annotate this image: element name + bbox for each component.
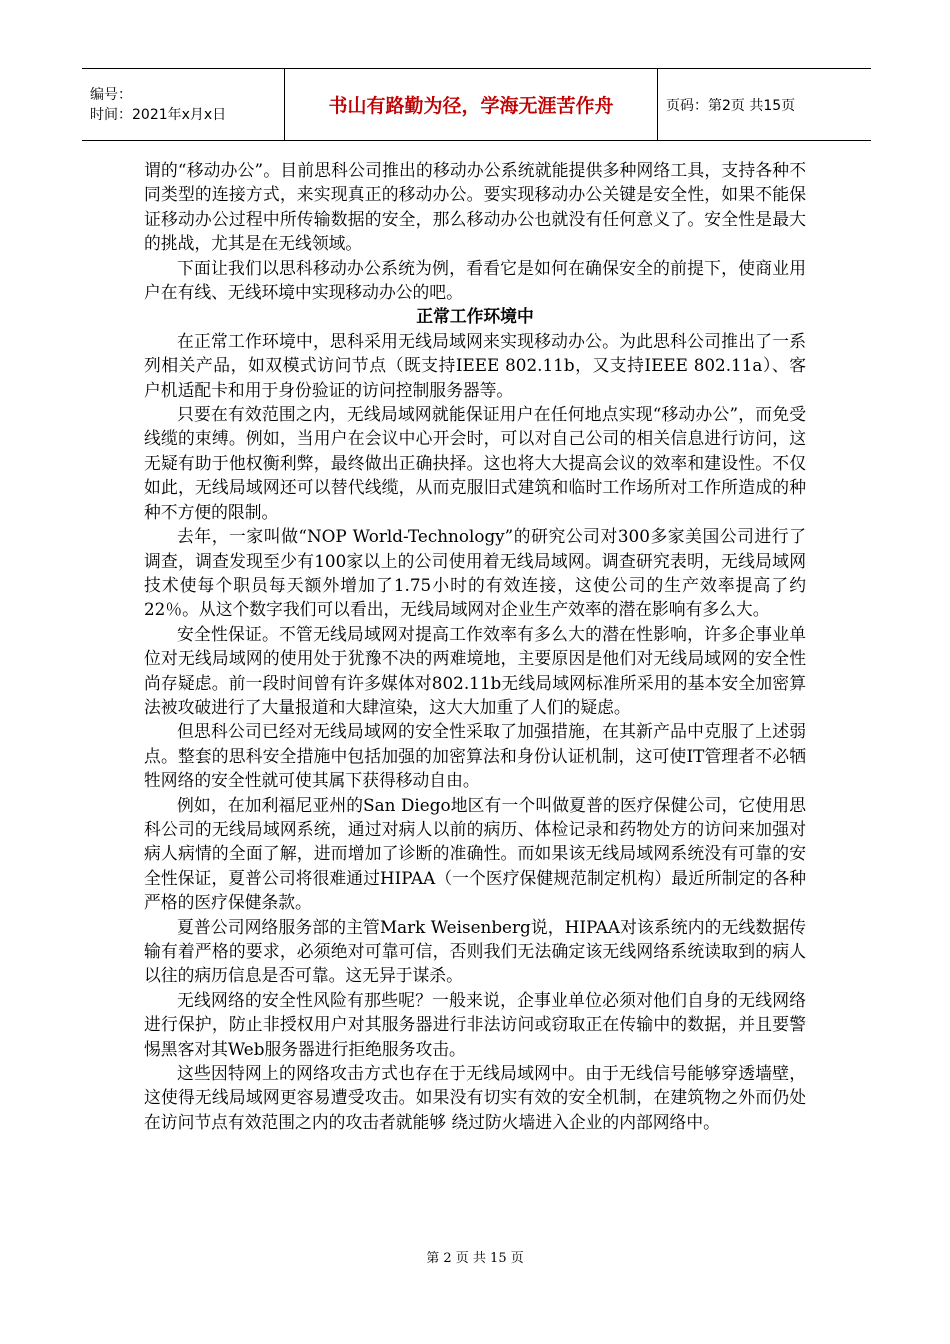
- time-label: 时间：2021年x月x日: [90, 106, 227, 123]
- header-meta: [82, 69, 285, 141]
- header-page-info: 页码：第2页 共15页: [666, 97, 796, 114]
- paragraph: 谓的“移动办公”。目前思科公司推出的移动办公系统就能提供多种网络工具，支持各种不同类型的连接方式，来实现真正的移动办公。要实现移动办公关键是安全性，如果不能保证移动办公过程中所传输数据的安全，那么移动办公也就没有任何意义了。安全性是最大的挑战，尤其是在无线领域。: [144, 160, 806, 254]
- paragraph: 夏普公司网络服务部的主管Mark Weisenberg说，HIPAA对该系统内的无线数据传输有着严格的要求，必须绝对可靠可信，否则我们无法确定该无线网络系统读取到的病人以往的病历信息是否可靠。这无异于谋杀。: [144, 916, 806, 986]
- paragraph: 但思科公司已经对无线局域网的安全性采取了加强措施，在其新产品中克服了上述弱点。整套的思科安全措施中包括加强的加密算法和身份认证机制，这可使IT管理者不必牺牲网络的安全性就可使其属下获得移动自由。: [144, 721, 806, 791]
- header-motto: 书山有路勤为径，学海无涯苦作舟: [285, 69, 658, 141]
- document-body: [144, 158, 806, 1134]
- section-heading: 正常工作环境中: [416, 306, 534, 327]
- paragraph: 这些因特网上的网络攻击方式也存在于无线局域网中。由于无线信号能够穿透墙壁，这使得无线局域网更容易遭受攻击。如果没有切实有效的安全机制，在建筑物之外而仍处在访问节点有效范围之内的攻击者就能够 绕过防火墙进入企业的内部网络中。: [144, 1063, 806, 1132]
- paragraph: 无线网络的安全性风险有那些呢？一般来说，企事业单位必须对他们自身的无线网络进行保护，防止非授权用户对其服务器进行非法访问或窃取正在传输中的数据，并且要警惕黑客对其Web服务器进行拒绝服务攻击。: [144, 989, 806, 1059]
- number-label: 编号：: [90, 86, 132, 103]
- paragraph: 下面让我们以思科移动办公系统为例，看看它是如何在确保安全的前提下，使商业用户在有线、无线环境中实现移动办公的吧。: [144, 257, 806, 303]
- page-footer: 第 2 页 共 15 页: [426, 1251, 524, 1266]
- paragraph: 去年，一家叫做“NOP World-Technology”的研究公司对300多家美国公司进行了调查，调查发现至少有100家以上的公司使用着无线局域网。调查研究表明，无线局域网技术使每个职员每天额外增加了1.75小时的有效连接，这使公司的生产效率提高了约22％。从这个数字我们可以看出，无线局域网对企业生产效率的潜在影响有多么大。: [144, 526, 806, 620]
- page-header: [82, 68, 871, 141]
- paragraph: 例如，在加利福尼亚州的San Diego地区有一个叫做夏普的医疗保健公司，它使用思科公司的无线局域网系统，通过对病人以前的病历、体检记录和药物处方的访问来加强对病人病情的全面了解，进而增加了诊断的准确性。而如果该无线局域网系统没有可靠的安全性保证，夏普公司将很难通过HIPAA（一个医疗保健规范制定机构）最近所制定的各种严格的医疗保健条款。: [144, 794, 806, 913]
- paragraph: 在正常工作环境中，思科采用无线局域网来实现移动办公。为此思科公司推出了一系列相关产品，如双模式访问节点（既支持IEEE 802.11b，又支持IEEE 802.11a）、客户机适配卡和用于身份验证的访问控制服务器等。: [144, 330, 806, 400]
- paragraph: 安全性保证。不管无线局域网对提高工作效率有多么大的潜在性影响，许多企事业单位对无线局域网的使用处于犹豫不决的两难境地，主要原因是他们对无线局域网的安全性尚存疑虑。前一段时间曾有许多媒体对802.11b无线局域网标准所采用的基本安全加密算法被攻破进行了大量报道和大肆渲染，这大大加重了人们的疑虑。: [144, 623, 806, 717]
- paragraph: 只要在有效范围之内，无线局域网就能保证用户在任何地点实现“移动办公”，而免受线缆的束缚。例如，当用户在会议中心开会时，可以对自己公司的相关信息进行访问，这无疑有助于他权衡利弊，最终做出正确抉择。这也将大大提高会议的效率和建设性。不仅如此，无线局域网还可以替代线缆，从而克服旧式建筑和临时工作场所对工作所造成的种种不方便的限制。: [144, 404, 806, 522]
